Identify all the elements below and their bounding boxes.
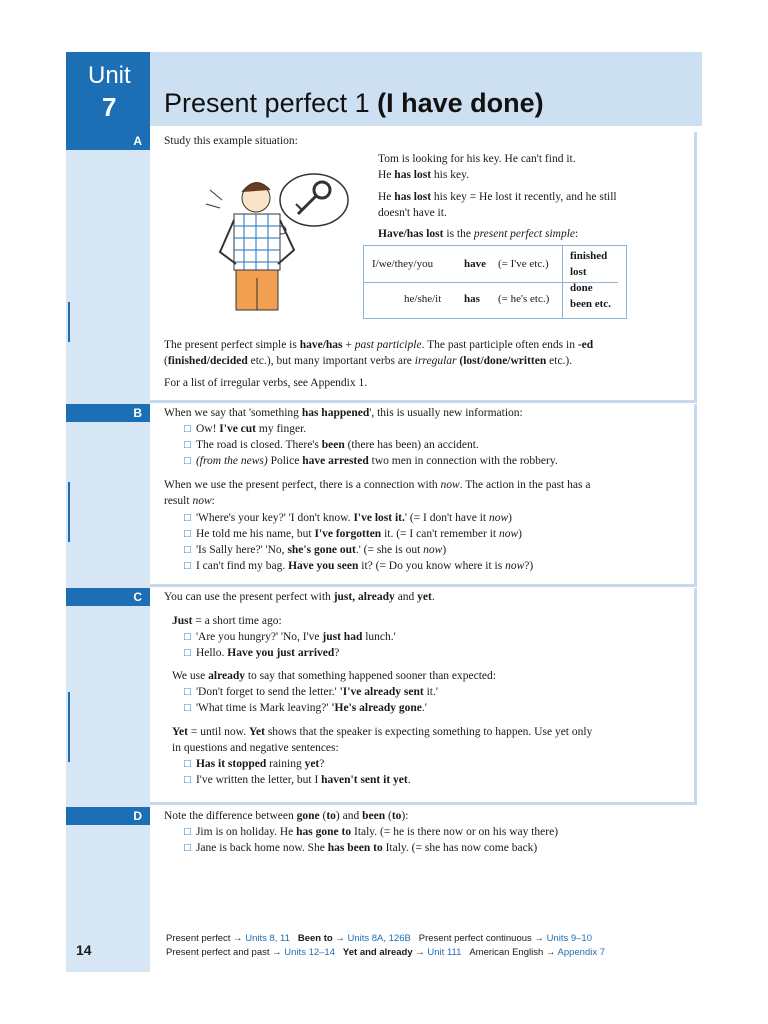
- table-verb: has: [464, 293, 480, 305]
- already-definition: We use already to say that something happened sooner than expected:: [172, 670, 496, 682]
- cross-ref-link[interactable]: Unit 111: [427, 947, 462, 958]
- table-short-form: (= he's etc.): [498, 293, 550, 305]
- yet-definition-line-1: Yet = until now. Yet shows that the speaker is expecting something to happen. Use yet only: [172, 726, 593, 738]
- list-item: □ The road is closed. There's been (there has been) an accident.: [184, 438, 479, 454]
- situation-line-3: He has lost his key = He lost it recently, and he still: [378, 191, 617, 203]
- list-item: □ (from the news) Police have arrested two men in connection with the robbery.: [184, 454, 558, 470]
- cross-ref-link[interactable]: Units 8A, 126B: [347, 933, 411, 944]
- section-b-para-2-line-1: When we use the present perfect, there is a connection with now. The action in the past has a: [164, 479, 591, 491]
- margin-rule: [68, 692, 70, 762]
- section-marker-a: A: [66, 132, 150, 150]
- list-item: □ 'What time is Mark leaving?' 'He's already gone.': [184, 701, 427, 717]
- participle: done: [570, 282, 593, 294]
- conjugation-table: [363, 245, 627, 319]
- footer-row-2: Present perfect and past → Units 12–14 Yet and already → Unit 111 American English → Appendix 7: [166, 947, 606, 958]
- just-definition: Just = a short time ago:: [172, 615, 282, 627]
- cross-ref-link[interactable]: Units 12–14: [284, 947, 335, 958]
- section-c-intro: You can use the present perfect with just, already and yet.: [164, 591, 435, 603]
- participle: finished: [570, 250, 608, 262]
- unit-number: 7: [102, 92, 117, 122]
- table-short-form: (= I've etc.): [498, 258, 549, 270]
- list-item: □ Has it stopped raining yet?: [184, 757, 324, 773]
- cross-reference-footer: [166, 932, 605, 960]
- list-item: □ 'Don't forget to send the letter.' 'I've already sent it.': [184, 685, 438, 701]
- list-item: □ I've written the letter, but I haven't sent it yet.: [184, 773, 411, 789]
- list-item: □ Jim is on holiday. He has gone to Italy. (= he is there now or on his way there): [184, 825, 558, 841]
- page-title: [164, 88, 544, 119]
- unit-box: [66, 52, 150, 132]
- title-paren: (I have done): [377, 88, 544, 118]
- participle: been etc.: [570, 298, 611, 310]
- section-a-para-2: For a list of irregular verbs, see Appendix 1.: [164, 377, 368, 389]
- section-b-intro: When we say that 'something has happened', this is usually new information:: [164, 407, 523, 419]
- cross-ref-link[interactable]: Units 9–10: [546, 933, 592, 944]
- cross-ref-link[interactable]: Units 8, 11: [245, 933, 290, 944]
- section-b-para-2-line-2: result now:: [164, 495, 215, 507]
- list-item: □ Jane is back home now. She has been to Italy. (= she has now come back): [184, 841, 537, 857]
- unit-label: Unit: [88, 62, 131, 89]
- list-item: □ He told me his name, but I've forgotten it. (= I can't remember it now): [184, 527, 522, 543]
- list-item: □ Hello. Have you just arrived?: [184, 646, 339, 662]
- section-a-para-1-line-1: The present perfect simple is have/has + past participle. The past participle often ends in -ed: [164, 339, 594, 351]
- situation-line-5: Have/has lost is the present perfect simple:: [378, 228, 579, 240]
- yet-definition-line-2: in questions and negative sentences:: [172, 742, 339, 754]
- margin-rule: [68, 302, 70, 342]
- table-subject: I/we/they/you: [372, 258, 434, 270]
- table-verb: have: [464, 258, 486, 270]
- man-searching-for-key-illustration: [186, 160, 366, 320]
- section-marker-d: D: [66, 807, 150, 825]
- situation-line-1: Tom is looking for his key. He can't find it.: [378, 153, 576, 165]
- left-strip: [66, 52, 150, 972]
- list-item: □ Ow! I've cut my finger.: [184, 422, 306, 438]
- page-number: 14: [76, 942, 92, 958]
- title-main: Present perfect 1: [164, 88, 370, 118]
- list-item: □ 'Are you hungry?' 'No, I've just had lunch.': [184, 630, 396, 646]
- table-subject: he/she/it: [404, 293, 442, 305]
- list-item: □ 'Is Sally here?' 'No, she's gone out.' (= she is out now): [184, 543, 446, 559]
- list-item: □ I can't find my bag. Have you seen it? (= Do you know where it is now?): [184, 559, 533, 575]
- section-marker-c: C: [66, 588, 150, 606]
- section-marker-b: B: [66, 404, 150, 422]
- section-a-intro: Study this example situation:: [164, 135, 298, 147]
- participle: lost: [570, 266, 587, 278]
- list-item: □ 'Where's your key?' 'I don't know. I've lost it.' (= I don't have it now): [184, 511, 512, 527]
- footer-row-1: Present perfect → Units 8, 11 Been to → Units 8A, 126B Present perfect continuous → Units 9–10: [166, 933, 592, 944]
- situation-line-4: doesn't have it.: [378, 207, 447, 219]
- table-divider: [562, 246, 563, 318]
- margin-rule: [68, 482, 70, 542]
- cross-ref-link[interactable]: Appendix 7: [557, 947, 606, 958]
- section-a-para-1-line-2: (finished/decided etc.), but many important verbs are irregular (lost/done/written etc.).: [164, 355, 573, 367]
- textbook-page: [66, 52, 702, 972]
- situation-line-2: He has lost his key.: [378, 169, 469, 181]
- section-d-intro: Note the difference between gone (to) and been (to):: [164, 810, 409, 822]
